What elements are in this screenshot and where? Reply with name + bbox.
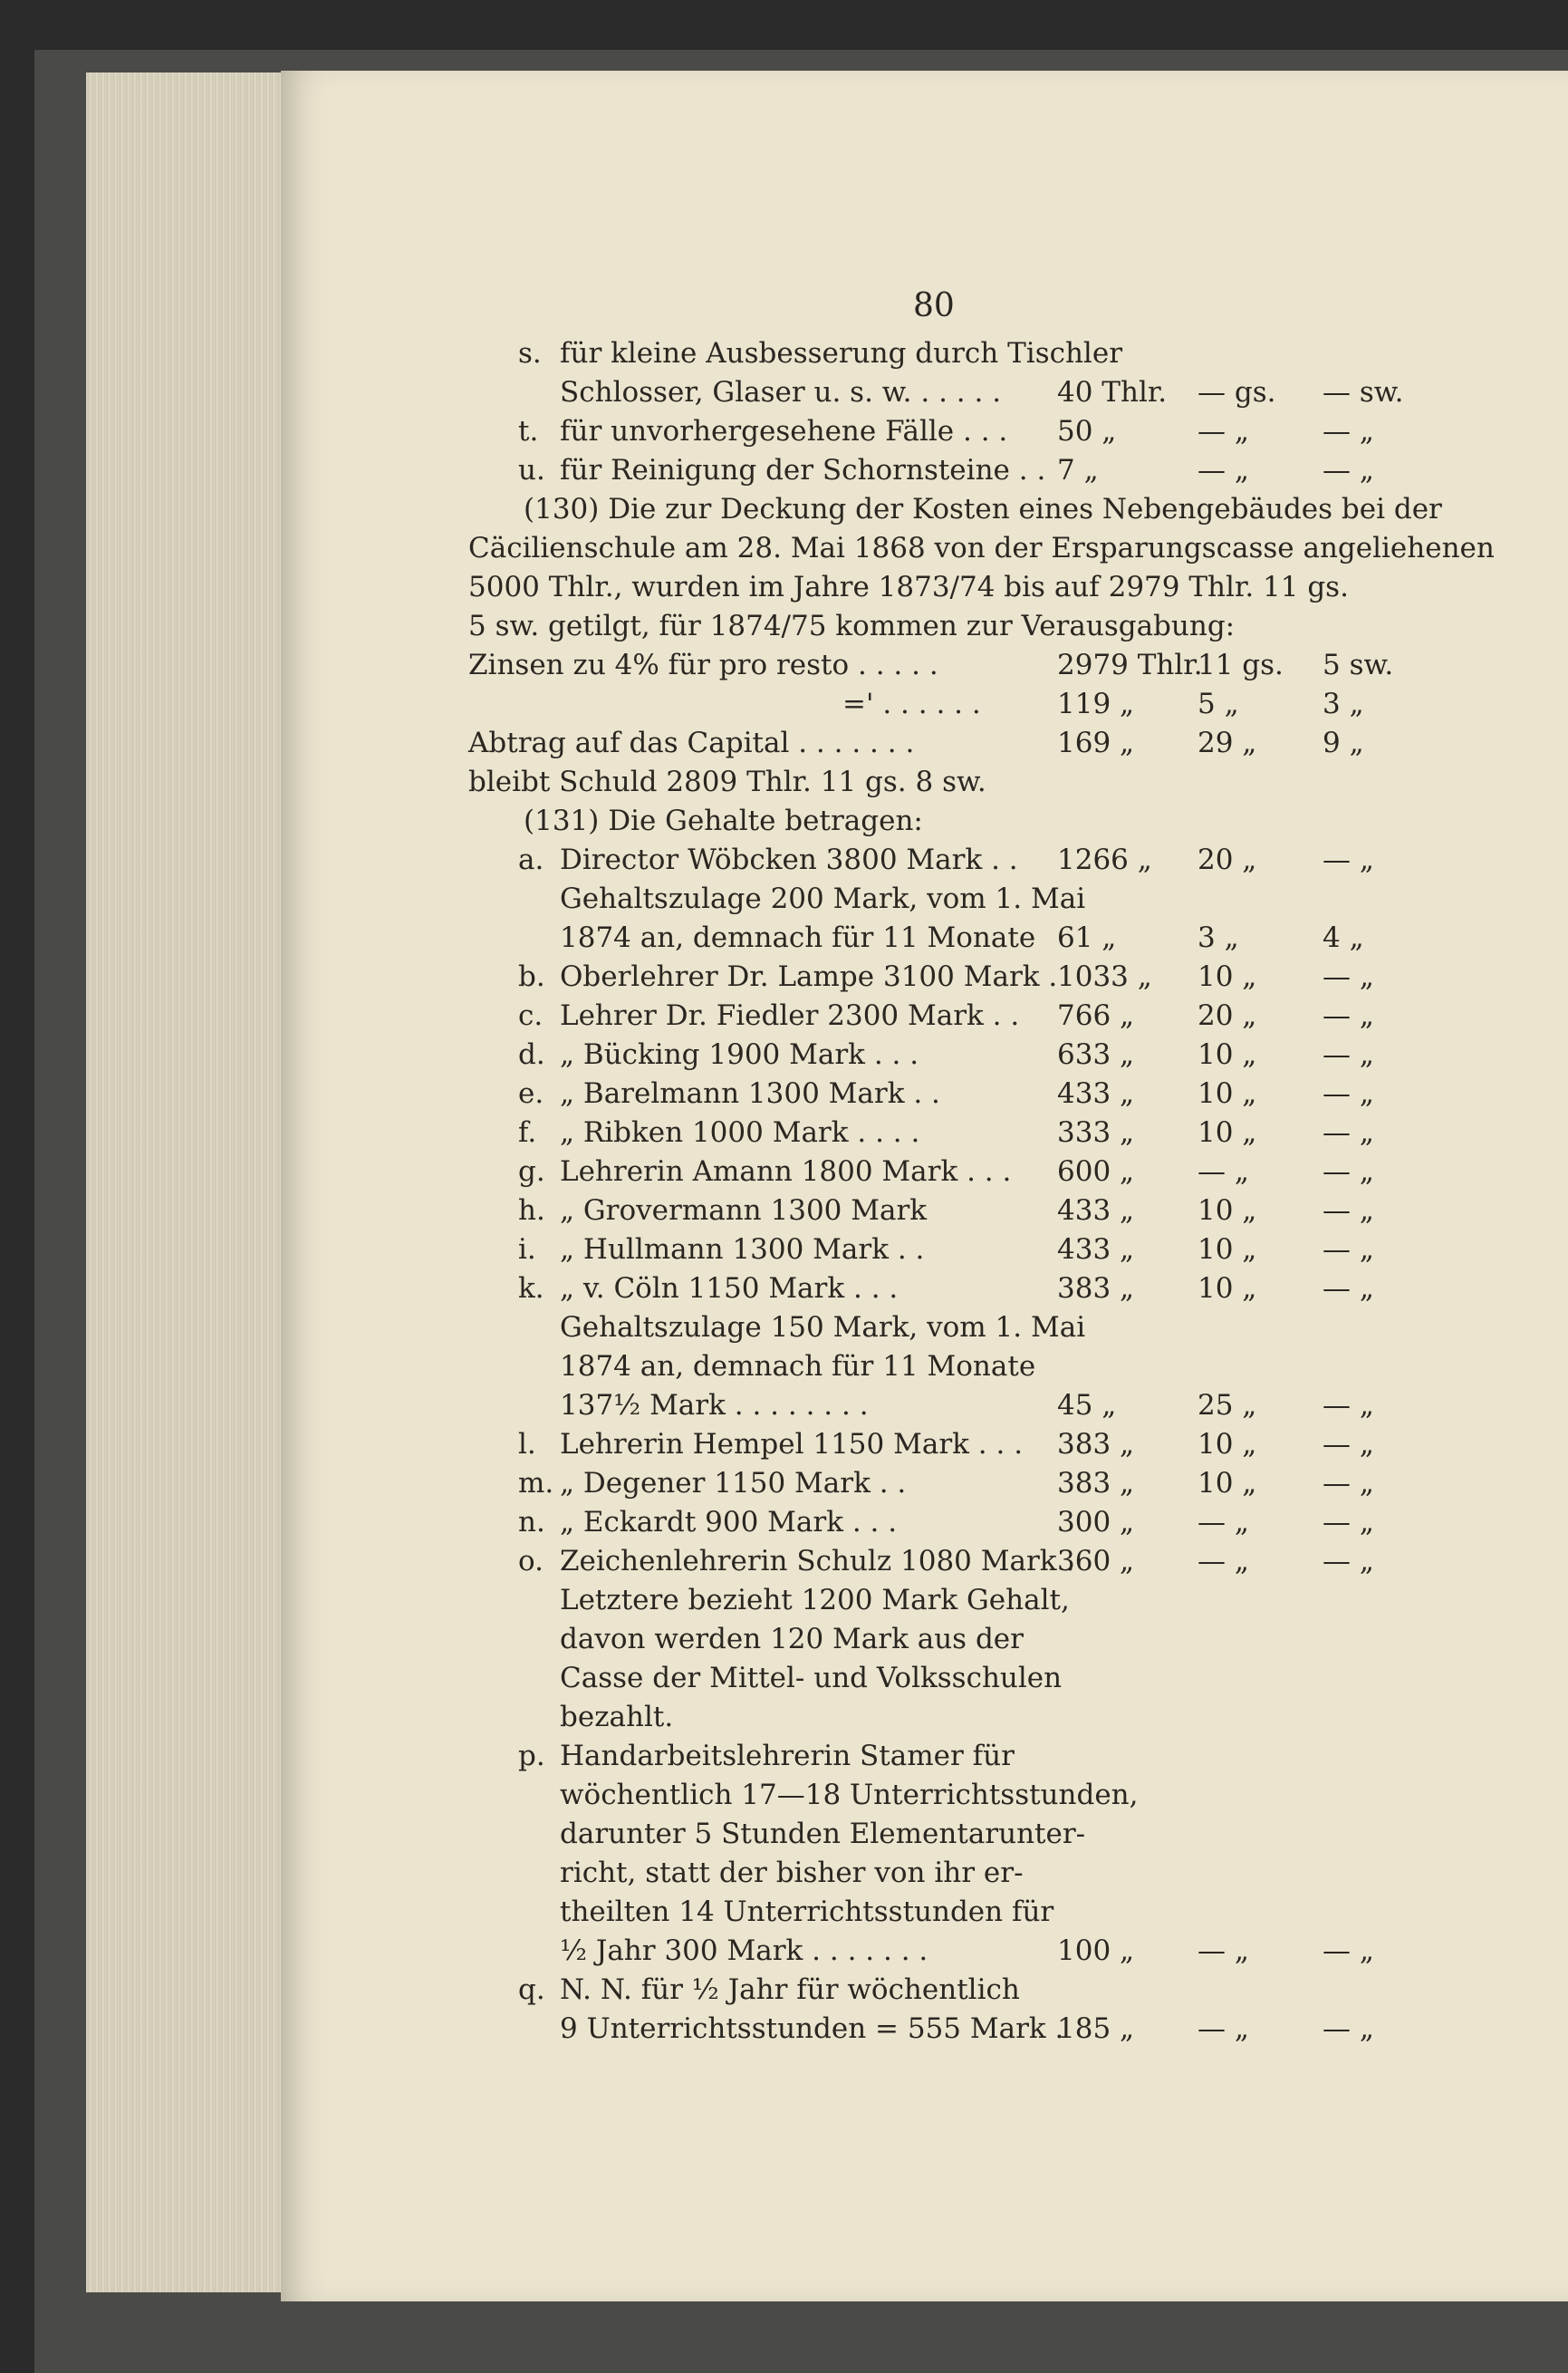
amount-cell: 633 „ [1057,1038,1135,1071]
amount-cell: 10 „ [1198,1194,1257,1227]
amount-cell: 10 „ [1198,1077,1257,1110]
amount-cell: 1266 „ [1057,844,1152,876]
text-line: „ Grovermann 1300 Mark [560,1194,928,1227]
item-label: n. [518,1506,545,1539]
item-label: e. [518,1077,544,1110]
amount-cell: 433 „ [1057,1077,1135,1110]
amount-cell: 10 „ [1198,1467,1257,1500]
text-line: ½ Jahr 300 Mark . . . . . . . [560,1934,928,1967]
text-line: theilten 14 Unterrichtsstunden für [560,1896,1054,1928]
amount-cell: — „ [1198,1545,1249,1577]
amount-cell: — „ [1323,999,1374,1032]
text-line: Gehaltszulage 200 Mark, vom 1. Mai [560,883,1086,915]
text-line: Zinsen zu 4% für pro resto . . . . . [468,649,938,681]
amount-cell: — „ [1198,1155,1249,1188]
amount-cell: — „ [1323,1155,1374,1188]
amount-cell: 10 „ [1198,1233,1257,1266]
amount-cell: — „ [1323,1233,1374,1266]
amount-cell: — „ [1198,1934,1249,1967]
text-line: Schlosser, Glaser u. s. w. . . . . . [560,376,1002,409]
text-line: Handarbeitslehrerin Stamer für [560,1740,1015,1772]
amount-cell: 383 „ [1057,1467,1135,1500]
text-line: davon werden 120 Mark aus der [560,1623,1024,1655]
amount-cell: 29 „ [1198,727,1257,759]
amount-cell: — „ [1323,2012,1374,2045]
text-line: Oberlehrer Dr. Lampe 3100 Mark . [560,960,1058,993]
amount-cell: — „ [1323,960,1374,993]
item-label: d. [518,1038,545,1071]
amount-cell: — „ [1323,1194,1374,1227]
text-line: darunter 5 Stunden Elementarunter- [560,1818,1086,1850]
item-label: u. [518,454,545,487]
text-line: „ Bücking 1900 Mark . . . [560,1038,919,1071]
text-line: 1874 an, demnach für 11 Monate [560,921,1036,954]
item-label: l. [518,1428,536,1461]
item-label: g. [518,1155,545,1188]
text-line: richt, statt der bisher von ihr er- [560,1857,1024,1889]
amount-cell: 600 „ [1057,1155,1135,1188]
item-label: c. [518,999,544,1032]
amount-cell: — „ [1323,1467,1374,1500]
text-line: 9 Unterrichtsstunden = 555 Mark . [560,2012,1064,2045]
text-line: „ Hullmann 1300 Mark . . [560,1233,925,1266]
amount-cell: — „ [1323,1934,1374,1967]
text-line: „ Eckardt 900 Mark . . . [560,1506,898,1539]
amount-cell: — „ [1198,2012,1249,2045]
item-label: f. [518,1116,537,1149]
amount-cell: — „ [1323,1506,1374,1539]
amount-cell: — „ [1198,415,1249,448]
amount-cell: 2979 Thlr. [1057,649,1203,681]
amount-cell: — „ [1323,1428,1374,1461]
amount-cell: 9 „ [1323,727,1364,759]
text-line: Lehrer Dr. Fiedler 2300 Mark . . [560,999,1020,1032]
amount-cell: — „ [1323,1272,1374,1305]
text-line: =' . . . . . . [842,688,981,720]
amount-cell: — „ [1323,1116,1374,1149]
amount-cell: 383 „ [1057,1428,1135,1461]
amount-cell: — gs. [1198,376,1276,409]
text-line: „ v. Cöln 1150 Mark . . . [560,1272,899,1305]
amount-cell: 383 „ [1057,1272,1135,1305]
amount-cell: — „ [1198,1506,1249,1539]
text-line: 5 sw. getilgt, für 1874/75 kommen zur Verausgabung: [468,610,1236,642]
item-label: a. [518,844,544,876]
amount-cell: 10 „ [1198,1116,1257,1149]
amount-cell: 7 „ [1057,454,1099,487]
amount-cell: — „ [1323,1545,1374,1577]
amount-cell: — „ [1323,844,1374,876]
text-line: 5000 Thlr., wurden im Jahre 1873/74 bis auf 2979 Thlr. 11 gs. [468,571,1349,603]
amount-cell: — „ [1323,415,1374,448]
amount-cell: — „ [1323,454,1374,487]
amount-cell: 10 „ [1198,1428,1257,1461]
item-label: m. [518,1467,554,1500]
item-label: s. [518,337,542,370]
text-line: Casse der Mittel- und Volksschulen [560,1662,1063,1694]
amount-cell: 766 „ [1057,999,1135,1032]
amount-cell: 50 „ [1057,415,1117,448]
item-label: b. [518,960,545,993]
amount-cell: 333 „ [1057,1116,1135,1149]
amount-cell: 20 „ [1198,999,1257,1032]
amount-cell: 300 „ [1057,1506,1135,1539]
amount-cell: — sw. [1323,376,1404,409]
text-line: „ Ribken 1000 Mark . . . . [560,1116,920,1149]
amount-cell: 119 „ [1057,688,1135,720]
amount-cell: 169 „ [1057,727,1135,759]
text-line: Zeichenlehrerin Schulz 1080 Mark . [560,1545,1075,1577]
amount-cell: 360 „ [1057,1545,1135,1577]
item-label: p. [518,1740,545,1772]
item-label: k. [518,1272,544,1305]
amount-cell: 4 „ [1323,921,1364,954]
amount-cell: 61 „ [1057,921,1117,954]
text-line: bleibt Schuld 2809 Thlr. 11 gs. 8 sw. [468,766,986,798]
text-line: für kleine Ausbesserung durch Tischler [560,337,1123,370]
page-number: 80 [913,287,955,324]
amount-cell: — „ [1198,454,1249,487]
amount-cell: — „ [1323,1038,1374,1071]
amount-cell: 1033 „ [1057,960,1152,993]
amount-cell: 20 „ [1198,844,1257,876]
amount-cell: 45 „ [1057,1389,1117,1422]
amount-cell: 185 „ [1057,2012,1135,2045]
text-line: (131) Die Gehalte betragen: [524,805,923,837]
text-line: Lehrerin Amann 1800 Mark . . . [560,1155,1012,1188]
text-line: Letztere bezieht 1200 Mark Gehalt, [560,1584,1070,1616]
amount-cell: 100 „ [1057,1934,1135,1967]
amount-cell: 40 Thlr. [1057,376,1168,409]
amount-cell: 25 „ [1198,1389,1257,1422]
amount-cell: 11 gs. [1198,649,1284,681]
amount-cell: — „ [1323,1077,1374,1110]
text-line: (130) Die zur Deckung der Kosten eines Nebengebäudes bei der [524,493,1442,526]
item-label: h. [518,1194,545,1227]
text-line: Cäcilienschule am 28. Mai 1868 von der Ersparungscasse angeliehenen [468,532,1495,564]
amount-cell: 433 „ [1057,1194,1135,1227]
item-label: o. [518,1545,544,1577]
item-label: t. [518,415,539,448]
item-label: i. [518,1233,536,1266]
amount-cell: 5 sw. [1323,649,1394,681]
text-line: für Reinigung der Schornsteine . . [560,454,1046,487]
text-line: für unvorhergesehene Fälle . . . [560,415,1008,448]
text-line: „ Barelmann 1300 Mark . . [560,1077,940,1110]
amount-cell: 3 „ [1323,688,1364,720]
text-line: wöchentlich 17—18 Unterrichtsstunden, [560,1779,1139,1811]
text-line: 137½ Mark . . . . . . . . [560,1389,869,1422]
amount-cell: 433 „ [1057,1233,1135,1266]
item-label: q. [518,1973,545,2006]
amount-cell: 10 „ [1198,960,1257,993]
amount-cell: 10 „ [1198,1272,1257,1305]
text-line: Gehaltszulage 150 Mark, vom 1. Mai [560,1311,1086,1344]
text-line: Abtrag auf das Capital . . . . . . . [468,727,915,759]
text-line: N. N. für ½ Jahr für wöchentlich [560,1973,1020,2006]
text-line: 1874 an, demnach für 11 Monate [560,1350,1036,1383]
page-edges [86,72,283,2292]
text-line: bezahlt. [560,1701,674,1733]
text-line: Director Wöbcken 3800 Mark . . [560,844,1018,876]
amount-cell: 5 „ [1198,688,1239,720]
amount-cell: 3 „ [1198,921,1239,954]
text-line: „ Degener 1150 Mark . . [560,1467,907,1500]
amount-cell: 10 „ [1198,1038,1257,1071]
text-line: Lehrerin Hempel 1150 Mark . . . [560,1428,1024,1461]
amount-cell: — „ [1323,1389,1374,1422]
